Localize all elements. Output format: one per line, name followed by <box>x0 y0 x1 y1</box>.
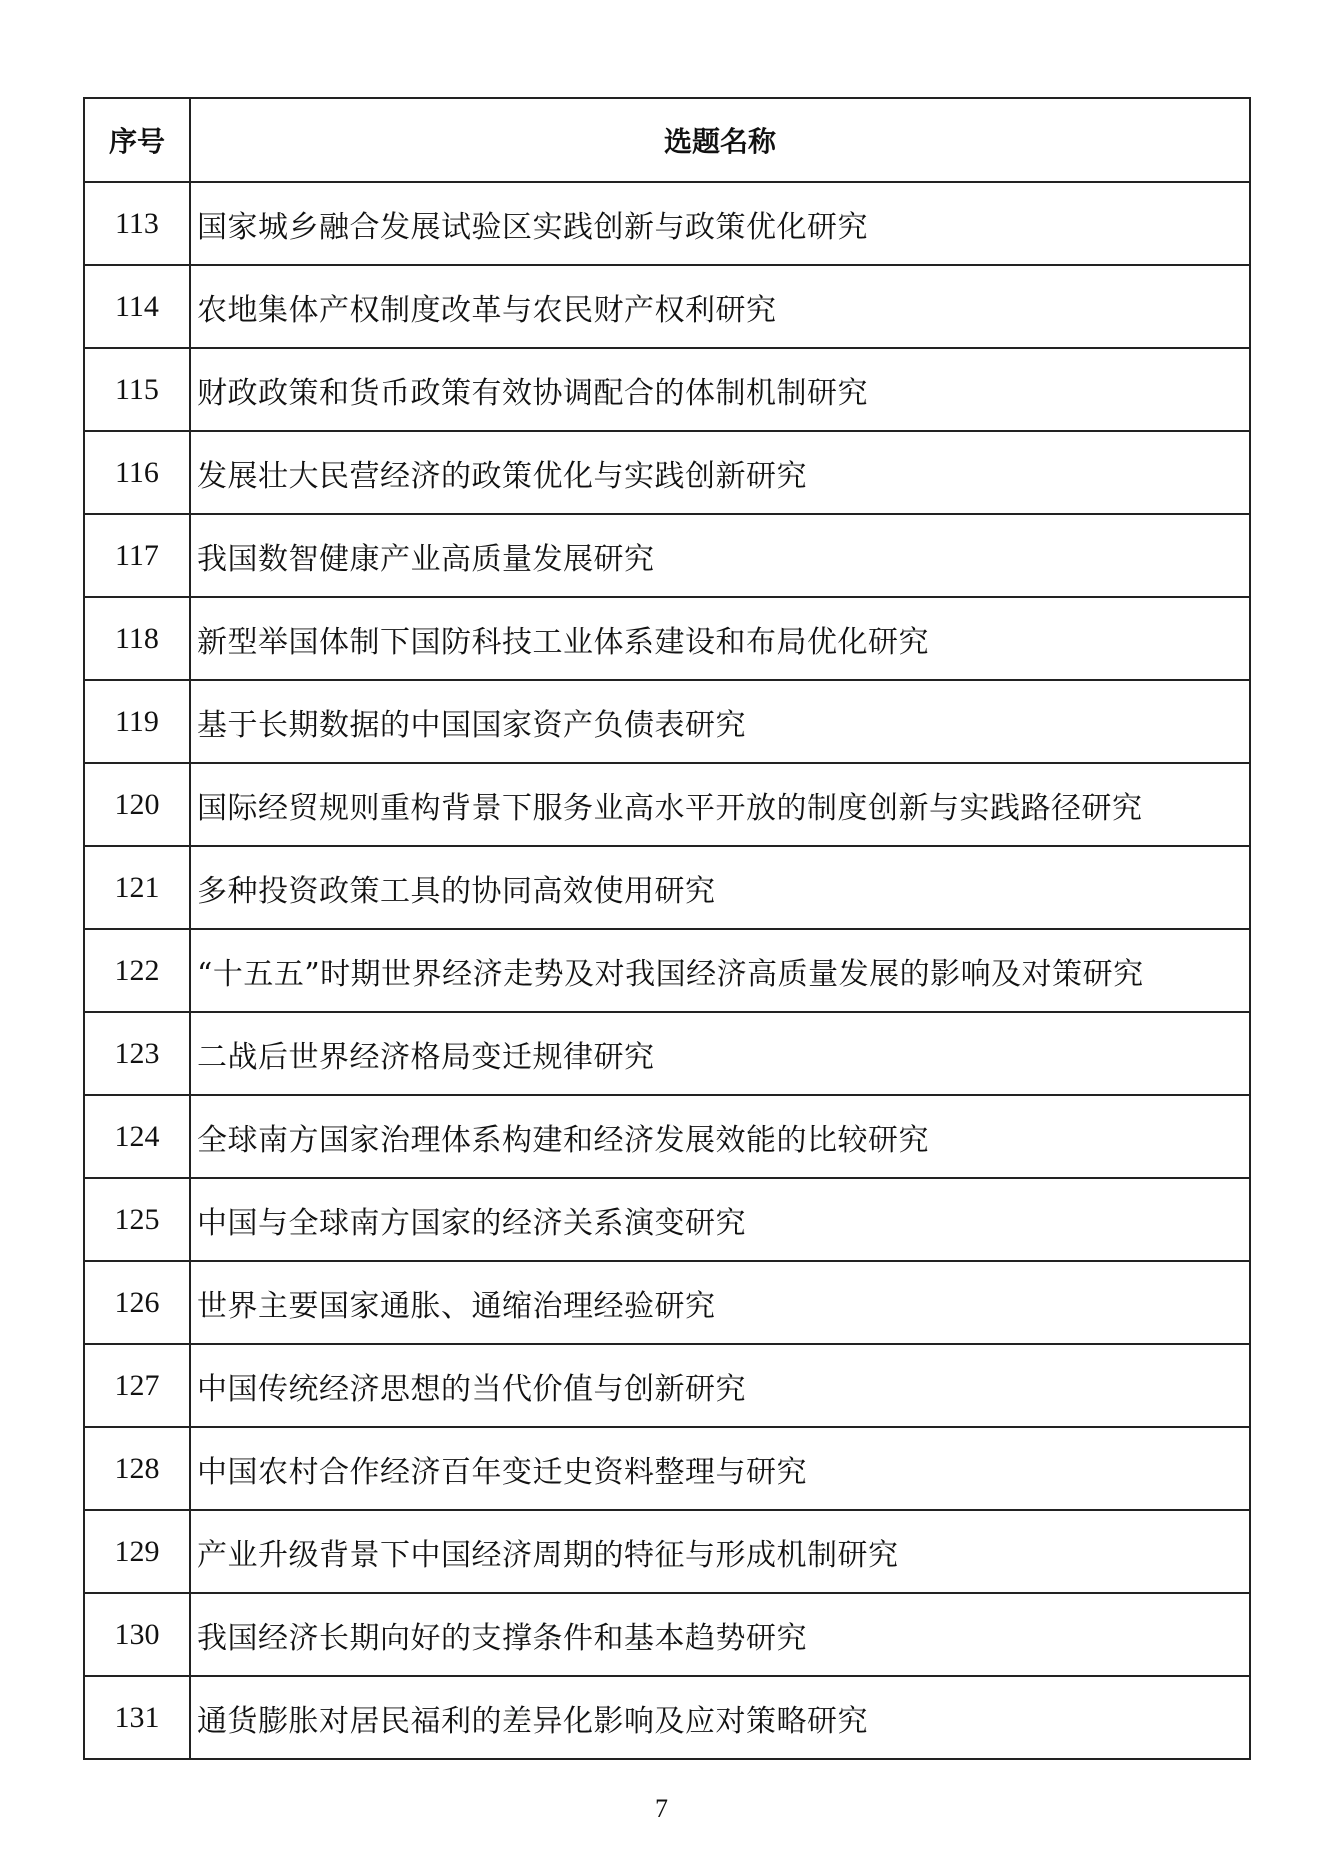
table-row <box>84 265 1250 348</box>
table-row <box>84 514 1250 597</box>
row-number: 115 <box>84 348 190 431</box>
row-number: 113 <box>84 182 190 265</box>
row-title: 国际经贸规则重构背景下服务业高水平开放的制度创新与实践路径研究 <box>190 763 1250 846</box>
row-title: 产业升级背景下中国经济周期的特征与形成机制研究 <box>190 1510 1250 1593</box>
row-title: 国家城乡融合发展试验区实践创新与政策优化研究 <box>190 182 1250 265</box>
row-title: 全球南方国家治理体系构建和经济发展效能的比较研究 <box>190 1095 1250 1178</box>
table-row <box>84 1593 1250 1676</box>
table-row <box>84 1427 1250 1510</box>
table-row <box>84 597 1250 680</box>
table-row <box>84 680 1250 763</box>
row-number: 118 <box>84 597 190 680</box>
row-title: 我国经济长期向好的支撑条件和基本趋势研究 <box>190 1593 1250 1676</box>
table-row <box>84 846 1250 929</box>
row-number: 122 <box>84 929 190 1012</box>
row-title: 通货膨胀对居民福利的差异化影响及应对策略研究 <box>190 1676 1250 1759</box>
row-title: 中国传统经济思想的当代价值与创新研究 <box>190 1344 1250 1427</box>
row-title: 二战后世界经济格局变迁规律研究 <box>190 1012 1250 1095</box>
table-row <box>84 1095 1250 1178</box>
page-number: 7 <box>655 1794 668 1823</box>
table-row <box>84 1261 1250 1344</box>
row-title: 发展壮大民营经济的政策优化与实践创新研究 <box>190 431 1250 514</box>
table-row <box>84 1676 1250 1759</box>
row-number: 116 <box>84 431 190 514</box>
row-number: 121 <box>84 846 190 929</box>
row-number: 130 <box>84 1593 190 1676</box>
row-number: 129 <box>84 1510 190 1593</box>
row-number: 120 <box>84 763 190 846</box>
row-number: 128 <box>84 1427 190 1510</box>
table-row <box>84 182 1250 265</box>
row-number: 127 <box>84 1344 190 1427</box>
row-title: 多种投资政策工具的协同高效使用研究 <box>190 846 1250 929</box>
table-row <box>84 763 1250 846</box>
row-number: 124 <box>84 1095 190 1178</box>
row-title: 中国农村合作经济百年变迁史资料整理与研究 <box>190 1427 1250 1510</box>
table-row <box>84 929 1250 1012</box>
row-number: 119 <box>84 680 190 763</box>
table-header-row <box>84 98 1250 182</box>
table-row <box>84 1344 1250 1427</box>
table-row <box>84 348 1250 431</box>
row-title: 农地集体产权制度改革与农民财产权利研究 <box>190 265 1250 348</box>
table-row <box>84 1510 1250 1593</box>
row-title: 中国与全球南方国家的经济关系演变研究 <box>190 1178 1250 1261</box>
row-title: 财政政策和货币政策有效协调配合的体制机制研究 <box>190 348 1250 431</box>
row-number: 131 <box>84 1676 190 1759</box>
topic-table <box>83 97 1251 1760</box>
table-row <box>84 1178 1250 1261</box>
row-number: 114 <box>84 265 190 348</box>
row-number: 125 <box>84 1178 190 1261</box>
header-title: 选题名称 <box>190 98 1250 182</box>
row-number: 123 <box>84 1012 190 1095</box>
row-title: 世界主要国家通胀、通缩治理经验研究 <box>190 1261 1250 1344</box>
table-row <box>84 1012 1250 1095</box>
row-title: 我国数智健康产业高质量发展研究 <box>190 514 1250 597</box>
row-title: 新型举国体制下国防科技工业体系建设和布局优化研究 <box>190 597 1250 680</box>
table-row <box>84 431 1250 514</box>
row-title: “十五五”时期世界经济走势及对我国经济高质量发展的影响及对策研究 <box>190 929 1250 1012</box>
row-number: 117 <box>84 514 190 597</box>
row-number: 126 <box>84 1261 190 1344</box>
header-number: 序号 <box>84 98 190 182</box>
row-title: 基于长期数据的中国国家资产负债表研究 <box>190 680 1250 763</box>
